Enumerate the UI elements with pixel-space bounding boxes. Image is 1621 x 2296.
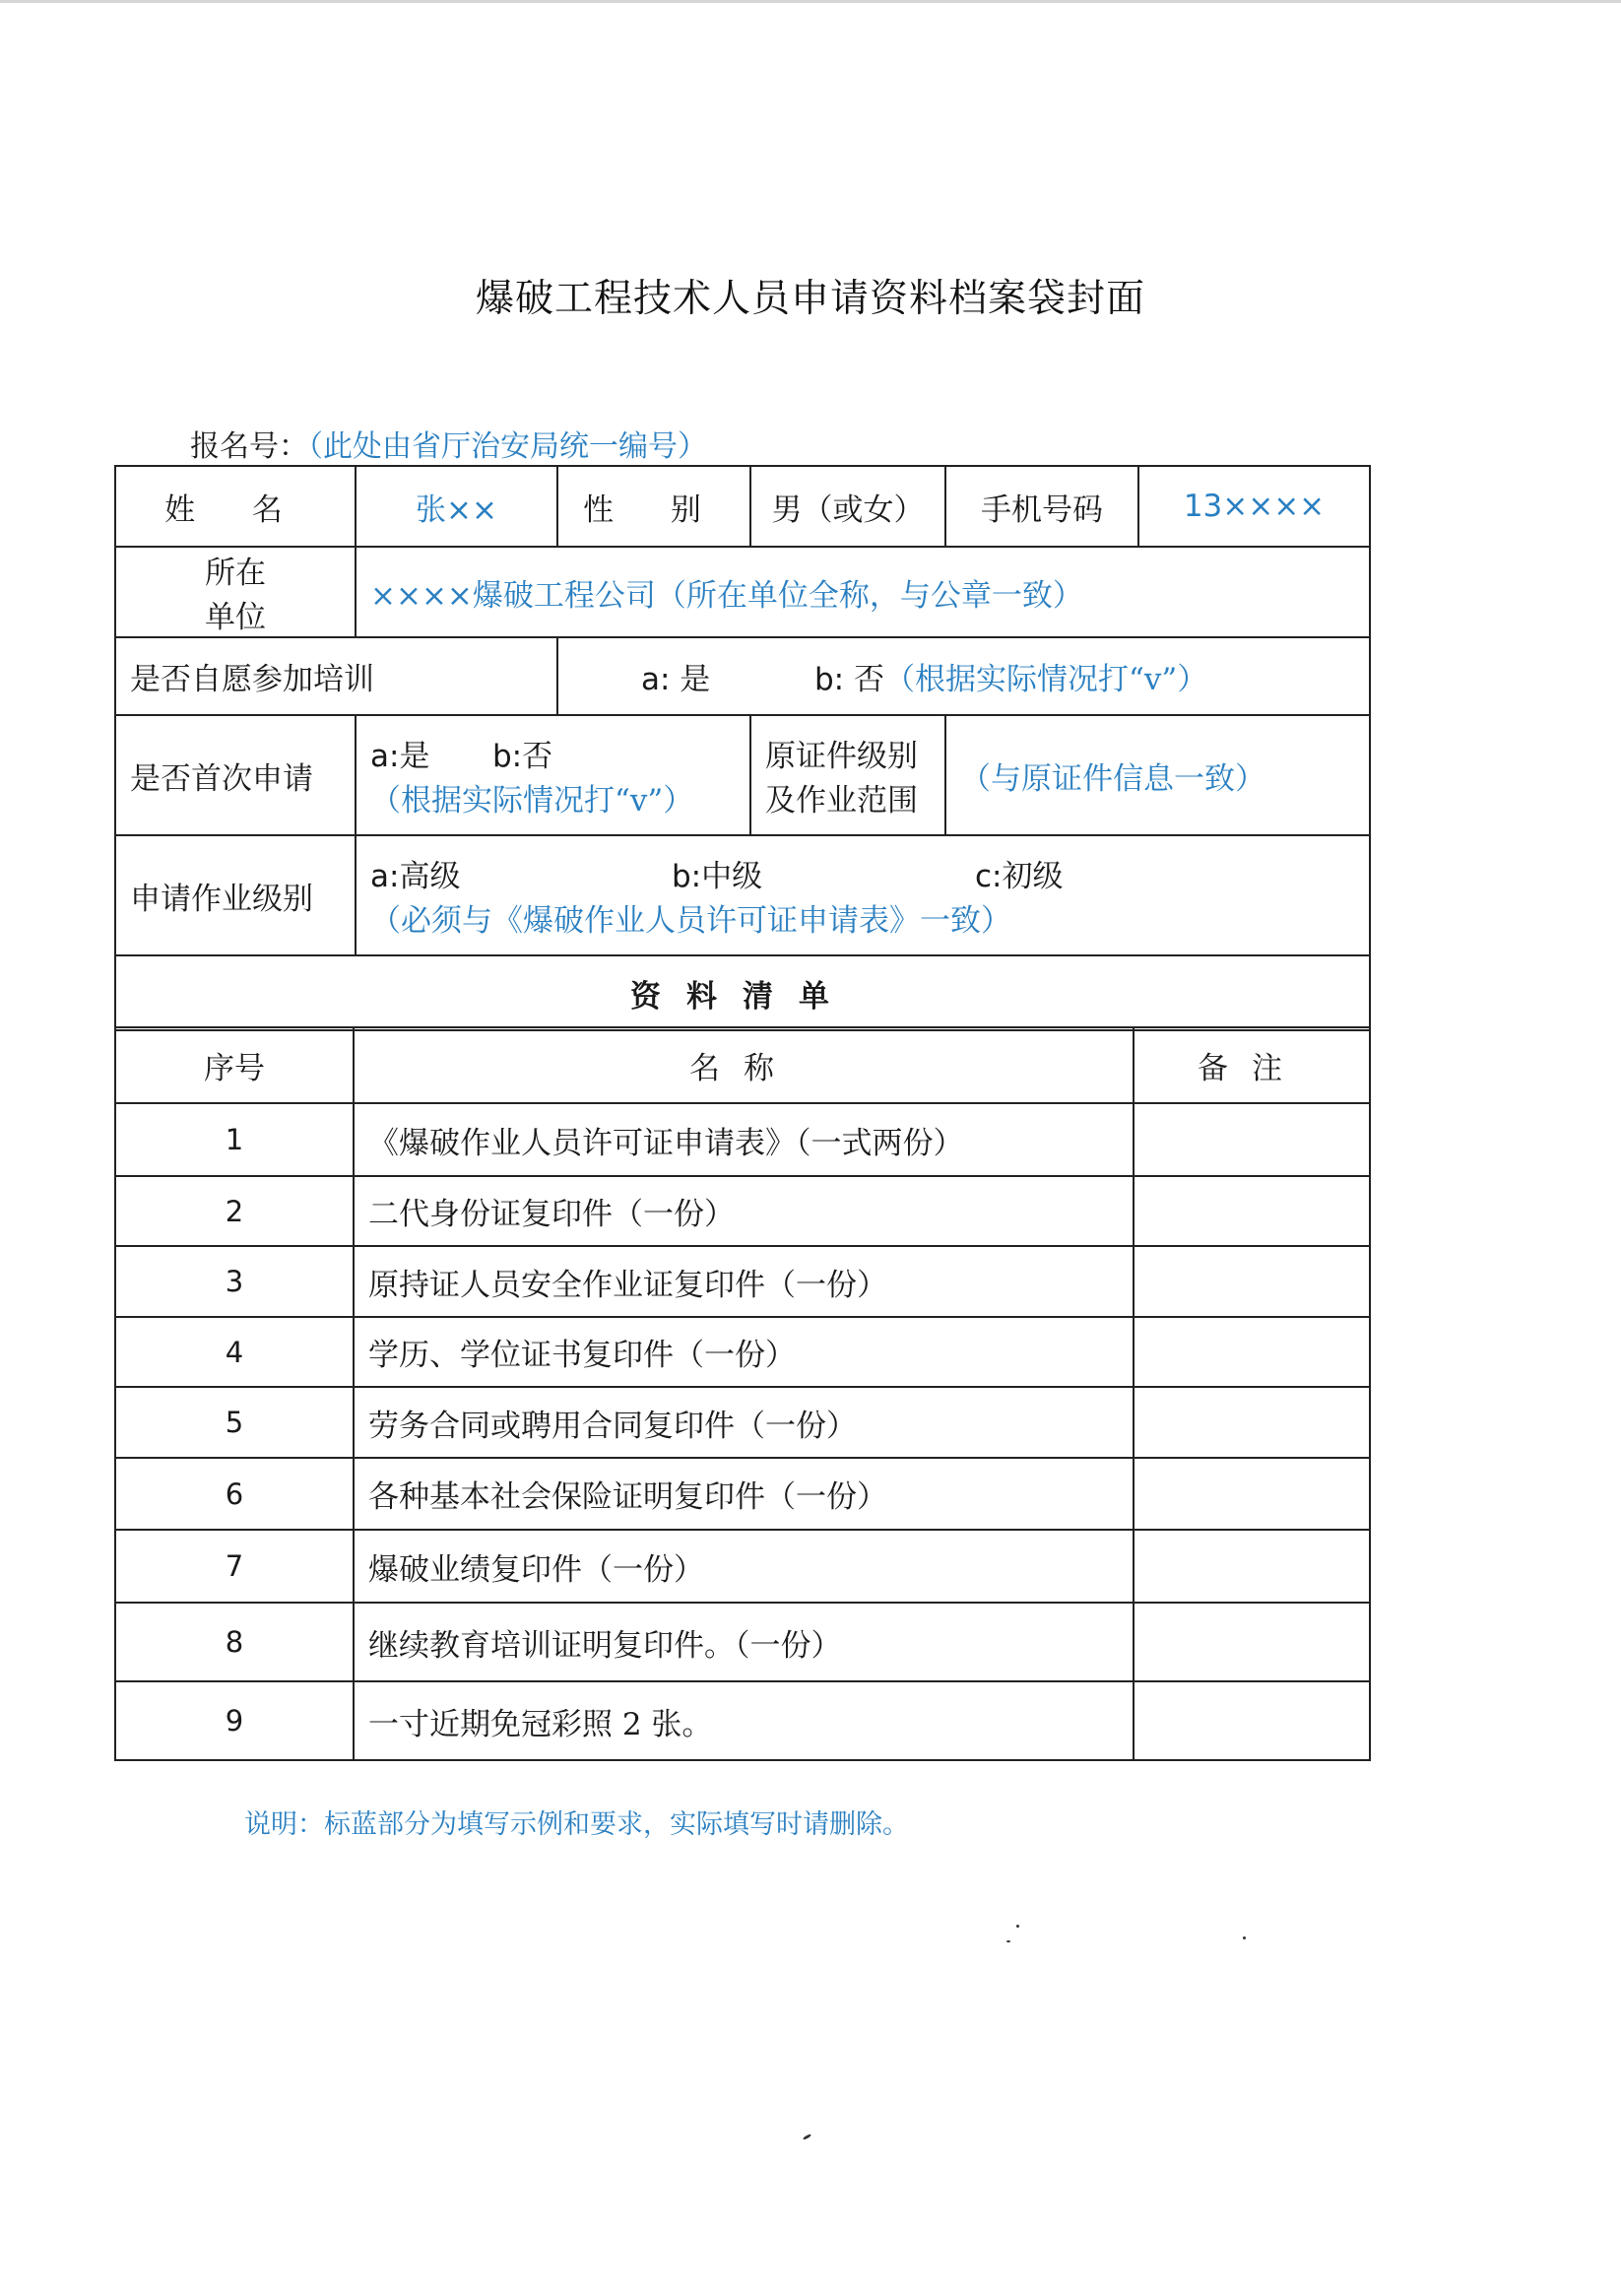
list-row-seq: 6	[115, 1458, 354, 1530]
list-row-note	[1134, 1317, 1370, 1387]
list-row-note	[1134, 1458, 1370, 1530]
list-row-seq: 1	[115, 1103, 354, 1176]
list-row-note	[1134, 1530, 1370, 1603]
row-list-title	[115, 955, 1370, 1030]
page-title: 爆破工程技术人员申请资料档案袋封面	[475, 277, 1145, 321]
list-header-row	[115, 1027, 1370, 1103]
scan-speck	[1006, 1940, 1010, 1942]
original-cert-label-cell: 原证件级别 及作业范围	[750, 715, 945, 835]
first-application-hint: （根据实际情况打“v”）	[370, 783, 694, 819]
list-row-name: 一寸近期免冠彩照 2 张。	[354, 1681, 1134, 1760]
list-row-seq: 4	[115, 1317, 354, 1387]
voluntary-options-cell	[557, 637, 1370, 715]
scan-speck	[1016, 1925, 1019, 1928]
unit-label-cell: 所在 单位	[115, 547, 356, 637]
list-row	[115, 1246, 1370, 1317]
row-basic-info	[115, 466, 1370, 547]
materials-list-table	[114, 1026, 1371, 1761]
list-row-seq: 2	[115, 1176, 354, 1246]
scan-speck	[1243, 1936, 1246, 1939]
list-title: 资料清单	[630, 978, 855, 1015]
level-label-cell: 申请作业级别	[115, 835, 356, 955]
list-row	[115, 1530, 1370, 1603]
level-options-cell	[356, 835, 1370, 955]
row-first-application	[115, 715, 1370, 835]
column-header-name: 名称	[354, 1027, 1134, 1103]
row-unit	[115, 547, 1370, 637]
voluntary-option-b: b: 否	[814, 662, 884, 697]
list-row-seq: 9	[115, 1681, 354, 1760]
first-application-options-cell	[356, 715, 750, 835]
name-label-cell: 姓 名	[115, 466, 356, 547]
registration-hint: （此处由省厅治安局统一编号）	[308, 429, 707, 464]
list-row-seq: 8	[115, 1603, 354, 1681]
list-row-name: 原持证人员安全作业证复印件（一份）	[354, 1246, 1134, 1317]
list-row	[115, 1103, 1370, 1176]
list-row	[115, 1317, 1370, 1387]
list-row	[115, 1603, 1370, 1681]
unit-value-cell: ××××爆破工程公司（所在单位全称，与公章一致）	[356, 547, 1370, 637]
applicant-info-table	[114, 465, 1371, 1031]
registration-number-line	[190, 422, 707, 465]
list-row-seq: 7	[115, 1530, 354, 1603]
list-row-name: 各种基本社会保险证明复印件（一份）	[354, 1458, 1134, 1530]
scan-speck	[803, 2133, 811, 2140]
scan-top-edge	[0, 0, 1621, 3]
list-row-name: 二代身份证复印件（一份）	[354, 1176, 1134, 1246]
list-row-seq: 5	[115, 1387, 354, 1458]
original-cert-hint-cell: （与原证件信息一致）	[945, 715, 1370, 835]
list-row-seq: 3	[115, 1246, 354, 1317]
list-row-name: 学历、学位证书复印件（一份）	[354, 1317, 1134, 1387]
name-value-cell: 张××	[356, 466, 557, 547]
level-hint: （必须与《爆破作业人员许可证申请表》一致）	[370, 903, 1011, 939]
gender-label-cell: 性 别	[557, 466, 750, 547]
list-row-note	[1134, 1103, 1370, 1176]
list-title-cell	[115, 955, 1370, 1030]
level-option-a: a:高级	[370, 859, 461, 894]
voluntary-option-a: a: 是	[641, 662, 711, 697]
first-option-a: a:是	[370, 739, 430, 774]
row-level	[115, 835, 1370, 955]
voluntary-label-cell: 是否自愿参加培训	[115, 637, 557, 715]
list-row	[115, 1681, 1370, 1760]
list-row	[115, 1387, 1370, 1458]
list-row-note	[1134, 1176, 1370, 1246]
gender-value-cell: 男（或女）	[750, 466, 945, 547]
list-row-name: 劳务合同或聘用合同复印件（一份）	[354, 1387, 1134, 1458]
list-row-name: 继续教育培训证明复印件。（一份）	[354, 1603, 1134, 1681]
footnote: 说明：标蓝部分为填写示例和要求，实际填写时请删除。	[244, 1809, 909, 1840]
list-row-note	[1134, 1387, 1370, 1458]
list-row-note	[1134, 1603, 1370, 1681]
list-row-name: 爆破业绩复印件（一份）	[354, 1530, 1134, 1603]
registration-label: 报名号：	[190, 429, 308, 464]
list-row	[115, 1458, 1370, 1530]
first-option-b: b:否	[492, 739, 553, 774]
list-row	[115, 1176, 1370, 1246]
phone-value-cell: 13××××	[1138, 466, 1370, 547]
first-application-label-cell: 是否首次申请	[115, 715, 356, 835]
column-header-seq: 序号	[115, 1027, 354, 1103]
phone-label-cell: 手机号码	[945, 466, 1138, 547]
column-header-note: 备注	[1134, 1027, 1370, 1103]
list-row-note	[1134, 1246, 1370, 1317]
level-option-c: c:初级	[975, 859, 1064, 894]
level-option-b: b:中级	[672, 859, 763, 894]
list-row-name: 《爆破作业人员许可证申请表》（一式两份）	[354, 1103, 1134, 1176]
list-row-note	[1134, 1681, 1370, 1760]
row-voluntary	[115, 637, 1370, 715]
voluntary-hint: （根据实际情况打“v”）	[883, 662, 1208, 697]
